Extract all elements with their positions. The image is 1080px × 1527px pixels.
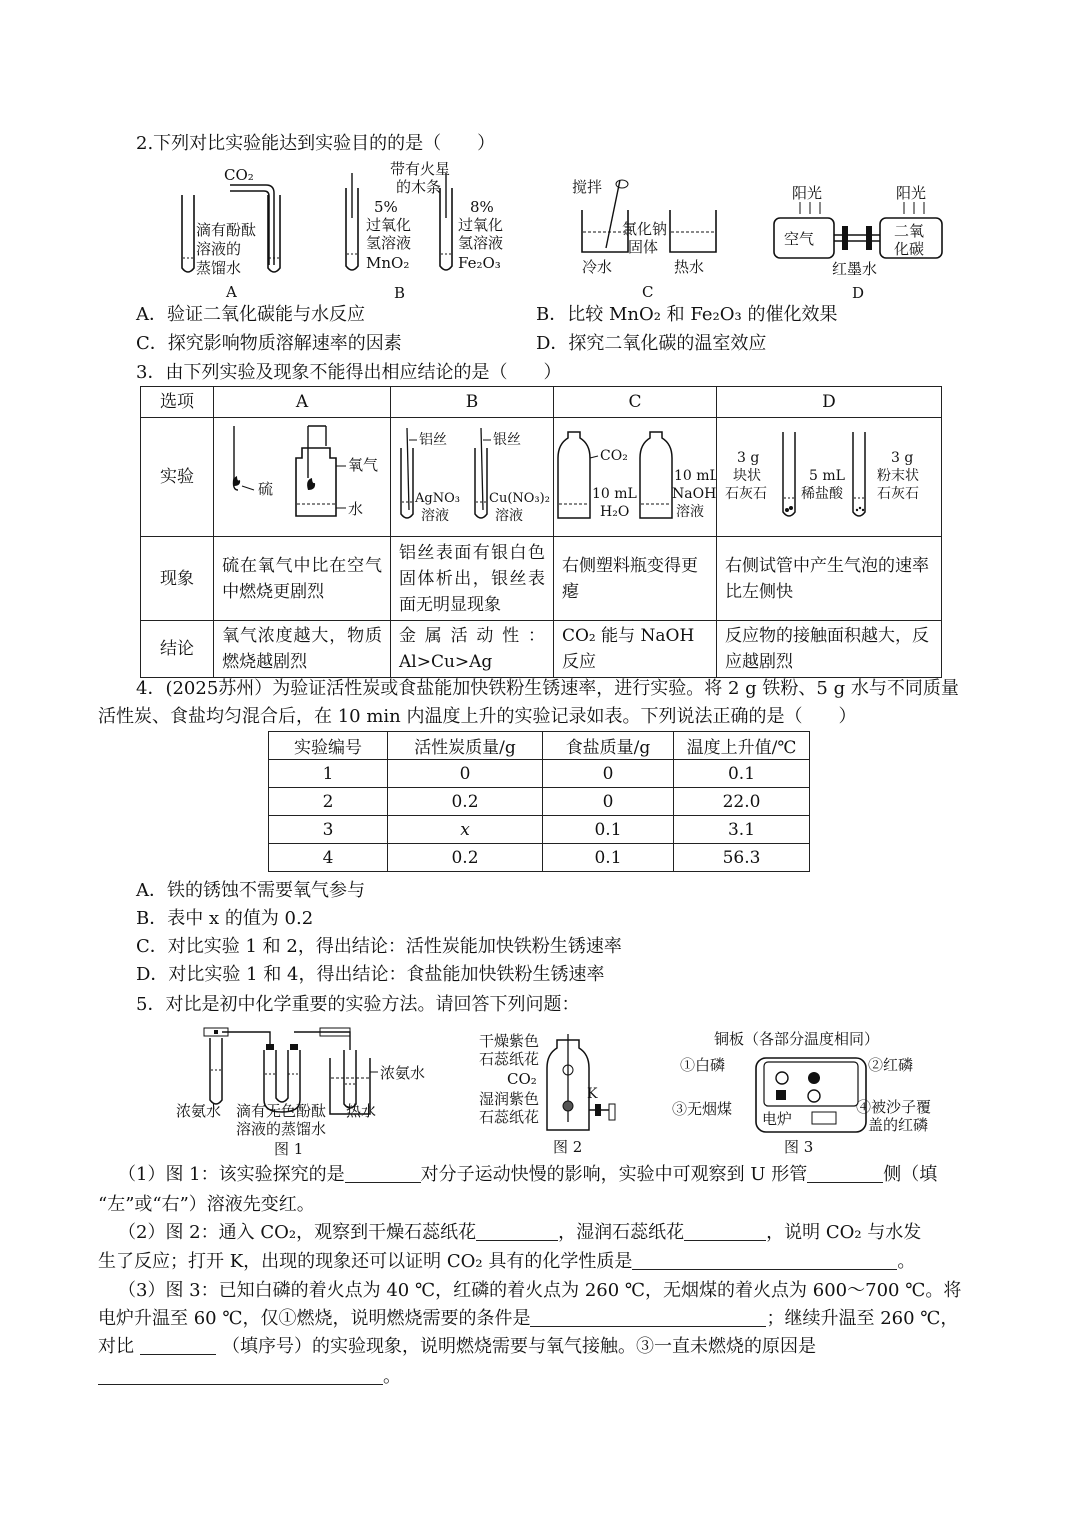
q5-sub2-text-c: ，说明 CO₂ 与水发	[766, 1222, 922, 1243]
q4-cell: 56.3	[674, 844, 810, 872]
q5-sub3-text-e: （填序号）的实验现象，说明燃烧需要与氧气接触。③一直未燃烧的原因是	[222, 1336, 816, 1357]
q4-cell: 0	[543, 788, 674, 816]
q3-phenomenon-a: 硫在氧气中比在空气中燃烧更剧烈	[214, 537, 391, 621]
q4-option-d: D．对比实验 1 和 4，得出结论：食盐能加快铁粉生锈速率	[136, 964, 605, 985]
figD-air: 空气	[784, 230, 815, 248]
fig2-dry-1: 干燥紫色	[479, 1032, 540, 1050]
q3-expb-sol1b: 溶液	[420, 508, 449, 524]
q5-figure-1	[170, 1020, 440, 1160]
q3-expb-ag: 银丝	[492, 432, 521, 448]
q3-expd-mid-1: 5 mL	[809, 468, 845, 484]
q3-expd-right-2: 粉末状	[877, 468, 919, 484]
fig3-stove: 电炉	[762, 1110, 793, 1128]
q5-sub3-text-d: 对比	[98, 1336, 134, 1357]
q3-header-b: B	[390, 387, 553, 418]
q3-expd-left-3: 石灰石	[725, 486, 767, 502]
answer-blank[interactable]	[98, 1366, 383, 1385]
q4-header-0: 实验编号	[269, 732, 388, 760]
q4-cell: 4	[269, 844, 388, 872]
figA-letter: A	[226, 283, 237, 300]
table-row	[269, 844, 810, 872]
q4-stem-line-1: 4．(2025苏州）为验证活性炭或食盐能加快铁粉生锈速率，进行实验。将 2 g 铁粉、5 g 水与不同质量	[136, 678, 959, 699]
q3-expd-right-1: 3 g	[891, 450, 914, 466]
fig2-wet-1: 湿润紫色	[479, 1090, 540, 1108]
fig3-p1: ①白磷	[680, 1056, 726, 1074]
fig3-p4-b: 盖的红磷	[868, 1116, 929, 1134]
fig3-title: 铜板（各部分温度相同）	[714, 1030, 880, 1048]
q5-figure-2	[475, 1030, 645, 1160]
figA-label-2: 溶液的	[196, 240, 242, 258]
q5-sub2-line-1	[118, 1220, 921, 1246]
q4-header-2: 食盐质量/g	[543, 732, 674, 760]
q3-exp-b	[390, 418, 553, 537]
q3-conclusion-b: 金属活动性：Al>Cu>Ag	[390, 621, 553, 678]
q3-table	[140, 386, 942, 678]
q3-expb-sol2a: Cu(NO₃)₂	[488, 491, 550, 506]
q5-sub3-line-1: （3）图 3：已知白磷的着火点为 40 ℃，红磷的着火点为 260 ℃，无烟煤的着火点为 600～700 ℃。将	[118, 1280, 962, 1301]
q4-cell: 0.2	[388, 844, 543, 872]
q3-expc-left-2: H₂O	[599, 504, 630, 520]
q5-sub1-text-c: 侧（填	[883, 1164, 938, 1185]
figD-co2-2: 化碳	[894, 240, 925, 258]
table-row	[269, 816, 810, 844]
figC-solid-2: 固体	[628, 238, 659, 256]
q3-expa-water: 水	[348, 500, 364, 518]
q5-sub1-text-b: 对分子运动快慢的影响，实验中可观察到 U 形管	[420, 1164, 808, 1185]
figC-cold: 冷水	[582, 258, 613, 276]
q2-option-c: C．探究影响物质溶解速率的因素	[136, 333, 402, 354]
q5-sub3-text-f: 。	[383, 1366, 401, 1387]
q3-header-a: A	[214, 387, 391, 418]
fig3-p3: ③无烟煤	[672, 1100, 733, 1118]
figC-letter: C	[642, 283, 654, 301]
q3-row-label-experiment: 实验	[141, 418, 214, 537]
q3-expb-sol1a: AgNO₃	[414, 491, 460, 506]
q3-exp-c	[553, 418, 716, 537]
q3-expb-al: 铝丝	[418, 432, 447, 448]
answer-blank[interactable]	[632, 1251, 897, 1270]
figB-left-cat: MnO₂	[366, 254, 410, 272]
q3-expc-co2: CO₂	[599, 448, 628, 464]
q5-sub3-line-2	[98, 1306, 958, 1332]
q4-cell: 2	[269, 788, 388, 816]
q3-expa-sulfur: 硫	[258, 480, 274, 498]
figB-left-conc: 5%	[374, 198, 398, 216]
q4-cell: 1	[269, 760, 388, 788]
q5-figure-3	[672, 1026, 952, 1161]
q4-cell: 3.1	[674, 816, 810, 844]
fig1-caption: 图 1	[274, 1140, 304, 1158]
fig1-ammonia-right: 浓氨水	[380, 1064, 426, 1082]
q3-expd-left-1: 3 g	[737, 450, 760, 466]
q3-phenomenon-c: 右侧塑料瓶变得更瘪	[553, 537, 716, 621]
q3-header-d: D	[717, 387, 942, 418]
q3-expc-right-2: NaOH	[671, 486, 716, 502]
fig1-mid-2: 溶液的蒸馏水	[236, 1120, 327, 1138]
q3-header-option: 选项	[141, 387, 214, 418]
q3-conclusion-d: 反应物的接触面积越大，反应越剧烈	[717, 621, 942, 678]
q3-expd-left-2: 块状	[733, 468, 761, 484]
q2-figure-a	[170, 160, 310, 300]
q5-sub2-line-2	[98, 1249, 915, 1275]
q2-option-a: A．验证二氧化碳能与水反应	[136, 304, 365, 325]
figB-left-sol2: 氢溶液	[366, 234, 412, 252]
q5-sub3-line-4	[98, 1364, 401, 1390]
q5-stem: 5．对比是初中化学重要的实验方法。请回答下列问题：	[136, 994, 580, 1015]
q4-cell: 0.1	[674, 760, 810, 788]
q2-option-b: B．比较 MnO₂ 和 Fe₂O₃ 的催化效果	[536, 304, 838, 325]
q3-row-label-phenomenon: 现象	[141, 537, 214, 621]
figB-right-conc: 8%	[470, 198, 494, 216]
q4-cell: x	[388, 816, 543, 844]
figC-solid-1: 氯化钠	[622, 220, 668, 238]
q2-figure-c	[570, 172, 730, 302]
figD-co2-1: 二氧	[894, 222, 925, 240]
q3-exp-d	[717, 418, 942, 537]
figB-right-sol1: 过氧化	[458, 216, 504, 234]
q4-header-1: 活性炭质量/g	[388, 732, 543, 760]
figC-hot: 热水	[674, 258, 705, 276]
q2-figure-b	[330, 158, 520, 303]
q5-sub1-line-2: “左”或“右”）溶液先变红。	[98, 1194, 315, 1215]
q4-stem-line-2: 活性炭、食盐均匀混合后，在 10 min 内温度上升的实验记录如表。下列说法正确的是（ ）	[98, 706, 857, 727]
answer-blank[interactable]	[345, 1164, 421, 1183]
figA-label-3: 蒸馏水	[196, 259, 242, 277]
q4-header-3: 温度上升值/℃	[674, 732, 810, 760]
q5-sub2-text-e: 。	[897, 1251, 916, 1272]
fig3-p4-a: ④被沙子覆	[856, 1098, 932, 1116]
q4-cell: 0.1	[543, 844, 674, 872]
q3-expa-oxygen: 氧气	[348, 456, 379, 474]
q3-expc-right-1: 10 mL	[673, 468, 716, 484]
fig2-dry-2: 石蕊纸花	[479, 1050, 540, 1068]
q3-expd-mid-2: 稀盐酸	[801, 486, 843, 502]
q3-expc-left-1: 10 mL	[591, 486, 637, 502]
figD-letter: D	[852, 284, 865, 302]
q3-conclusion-a: 氧气浓度越大，物质燃烧越剧烈	[214, 621, 391, 678]
q2-option-d: D．探究二氧化碳的温室效应	[536, 333, 767, 354]
q3-expb-sol2b: 溶液	[494, 508, 523, 524]
table-row	[269, 788, 810, 816]
q2-stem: 2.下列对比实验能达到实验目的的是（ ）	[136, 133, 496, 154]
figD-ink: 红墨水	[832, 260, 878, 278]
q5-sub2-text-a: （2）图 2：通入 CO₂，观察到干燥石蕊纸花	[118, 1222, 477, 1243]
q4-table	[268, 731, 810, 872]
answer-blank[interactable]	[476, 1222, 558, 1241]
fig2-k: K	[587, 1086, 598, 1102]
q4-cell: 22.0	[674, 788, 810, 816]
q4-cell: 3	[269, 816, 388, 844]
q3-header-c: C	[553, 387, 716, 418]
q4-cell: 0	[543, 760, 674, 788]
fig1-mid-1: 滴有无色酚酞	[236, 1102, 327, 1120]
fig3-caption: 图 3	[784, 1138, 814, 1156]
fig2-co2: CO₂	[507, 1070, 537, 1088]
figB-label-1: 带有火星	[390, 160, 451, 178]
figA-label-1: 滴有酚酞	[196, 221, 257, 239]
fig3-p2: ②红磷	[868, 1056, 914, 1074]
q5-sub3-text-b: 电炉升温至 60 ℃，仅①燃烧，说明燃烧需要的条件是	[98, 1308, 531, 1329]
q3-phenomenon-d: 右侧试管中产生气泡的速率比左侧快	[717, 537, 942, 621]
answer-blank[interactable]	[140, 1336, 216, 1355]
q4-option-b: B．表中 x 的值为 0.2	[136, 908, 314, 929]
figB-right-cat: Fe₂O₃	[458, 254, 501, 272]
figC-stir: 搅拌	[572, 178, 603, 196]
q5-sub1-text-a: （1）图 1：该实验探究的是	[118, 1164, 345, 1185]
q4-option-c: C．对比实验 1 和 2，得出结论：活性炭能加快铁粉生锈速率	[136, 936, 622, 957]
figD-sun-left: 阳光	[792, 184, 823, 202]
q5-sub2-text-b: ，湿润石蕊纸花	[558, 1222, 685, 1243]
figB-right-sol2: 氢溶液	[458, 234, 504, 252]
q3-exp-a	[214, 418, 391, 537]
q3-phenomenon-b: 铝丝表面有银白色固体析出，银丝表面无明显现象	[390, 537, 553, 621]
fig1-ammonia-left: 浓氨水	[176, 1102, 222, 1120]
fig2-wet-2: 石蕊纸花	[479, 1108, 540, 1126]
q2-figure-d	[770, 178, 950, 303]
q5-sub3-line-3	[98, 1334, 816, 1360]
figB-left-sol1: 过氧化	[366, 216, 412, 234]
q4-cell: 0.2	[388, 788, 543, 816]
q5-sub3-text-c: ；继续升温至 260 ℃，	[766, 1308, 959, 1329]
q3-expd-right-3: 石灰石	[877, 486, 919, 502]
answer-blank[interactable]	[530, 1308, 766, 1327]
co2-label: CO₂	[224, 166, 254, 184]
q3-stem: 3．由下列实验及现象不能得出相应结论的是（ ）	[136, 362, 562, 383]
q5-sub1-line-1	[118, 1162, 937, 1188]
table-row	[269, 760, 810, 788]
fig2-caption: 图 2	[553, 1138, 583, 1156]
q4-cell: 0.1	[543, 816, 674, 844]
answer-blank[interactable]	[807, 1164, 883, 1183]
fig1-hot: 热水	[346, 1102, 377, 1120]
answer-blank[interactable]	[684, 1222, 766, 1241]
q5-sub2-text-d: 生了反应；打开 K，出现的现象还可以证明 CO₂ 具有的化学性质是	[98, 1251, 633, 1272]
q3-row-label-conclusion: 结论	[141, 621, 214, 678]
figB-letter: B	[394, 284, 406, 302]
q4-cell: 0	[388, 760, 543, 788]
q3-expc-right-3: 溶液	[675, 504, 704, 520]
q3-conclusion-c: CO₂ 能与 NaOH 反应	[553, 621, 716, 678]
figB-label-2: 的木条	[396, 178, 442, 196]
figD-sun-right: 阳光	[896, 184, 927, 202]
q4-option-a: A．铁的锈蚀不需要氧气参与	[136, 880, 365, 901]
